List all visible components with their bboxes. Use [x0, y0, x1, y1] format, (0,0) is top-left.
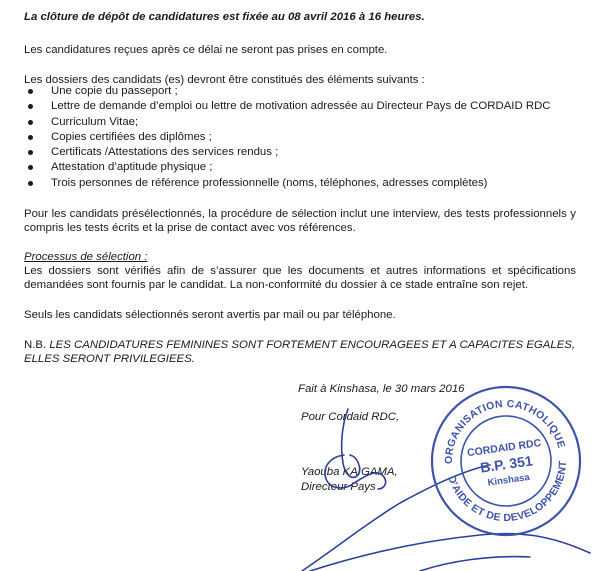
deadline-text: La clôture de dépôt de candidatures est fixée au 08 avril 2016 à 16 heures.	[24, 11, 425, 23]
stamp-arc-bottom: D'AIDE ET DE DEVELOPPEMENT	[445, 460, 570, 525]
late-notice-text: Les candidatures reçues après ce délai ne seront pas prises en compte.	[24, 44, 388, 56]
signatory-name: Yaouba KAIGAMA,	[301, 466, 398, 478]
process-heading: Processus de sélection :	[24, 251, 148, 263]
signatory-title: Directeur Pays	[301, 481, 376, 493]
nb-label: N.B.	[24, 339, 47, 351]
stamp-arc-top: ORGANISATION CATHOLIQUE	[443, 398, 567, 465]
process-paragraph: Les dossiers sont vérifiés afin de s’assurer que les documents et autres informations et spécifications demandées sont fournis par le candidat. La non-conformité du dossier à ce stade entraîne son rejet.	[24, 265, 576, 292]
organization-stamp	[428, 383, 584, 539]
list-item: Copies certifiées des diplômes ;	[24, 130, 576, 145]
stamp-line-3: Kinshasa	[487, 471, 531, 489]
nb-paragraph	[24, 338, 576, 367]
preselection-paragraph: Pour les candidats présélectionnés, la procédure de sélection inclut une interview, des tests professionnels y compris les tests écrits et la prise de contact avec vos références.	[24, 208, 576, 235]
place-date: Fait à Kinshasa, le 30 mars 2016	[298, 383, 465, 395]
list-item: Certificats /Attestations des services rendus ;	[24, 145, 576, 160]
stamp-line-1: CORDAID RDC	[466, 436, 542, 460]
notification-text: Seuls les candidats sélectionnés seront avertis par mail ou par téléphone.	[24, 309, 396, 321]
list-item: Lettre de demande d’emploi ou lettre de motivation adressée au Directeur Pays de CORDAID RDC	[24, 99, 576, 114]
stamp-line-2: B.P. 351	[479, 452, 534, 476]
list-item: Une copie du passeport ;	[24, 84, 576, 99]
list-item: Trois personnes de référence professionnelle (noms, téléphones, adresses complètes)	[24, 176, 576, 191]
nb-text: LES CANDIDATURES FEMININES SONT FORTEMENT ENCOURAGEES ET A CAPACITES EGALES, ELLES SERONT PRIVILEGIEES.	[24, 339, 576, 366]
documents-intro: Les dossiers des candidats (es) devront être constitués des éléments suivants :	[24, 74, 425, 86]
documents-list	[24, 84, 576, 191]
list-item: Attestation d’aptitude physique ;	[24, 160, 576, 175]
on-behalf-line: Pour Cordaid RDC,	[301, 411, 400, 423]
list-item: Curriculum Vitae;	[24, 115, 576, 130]
